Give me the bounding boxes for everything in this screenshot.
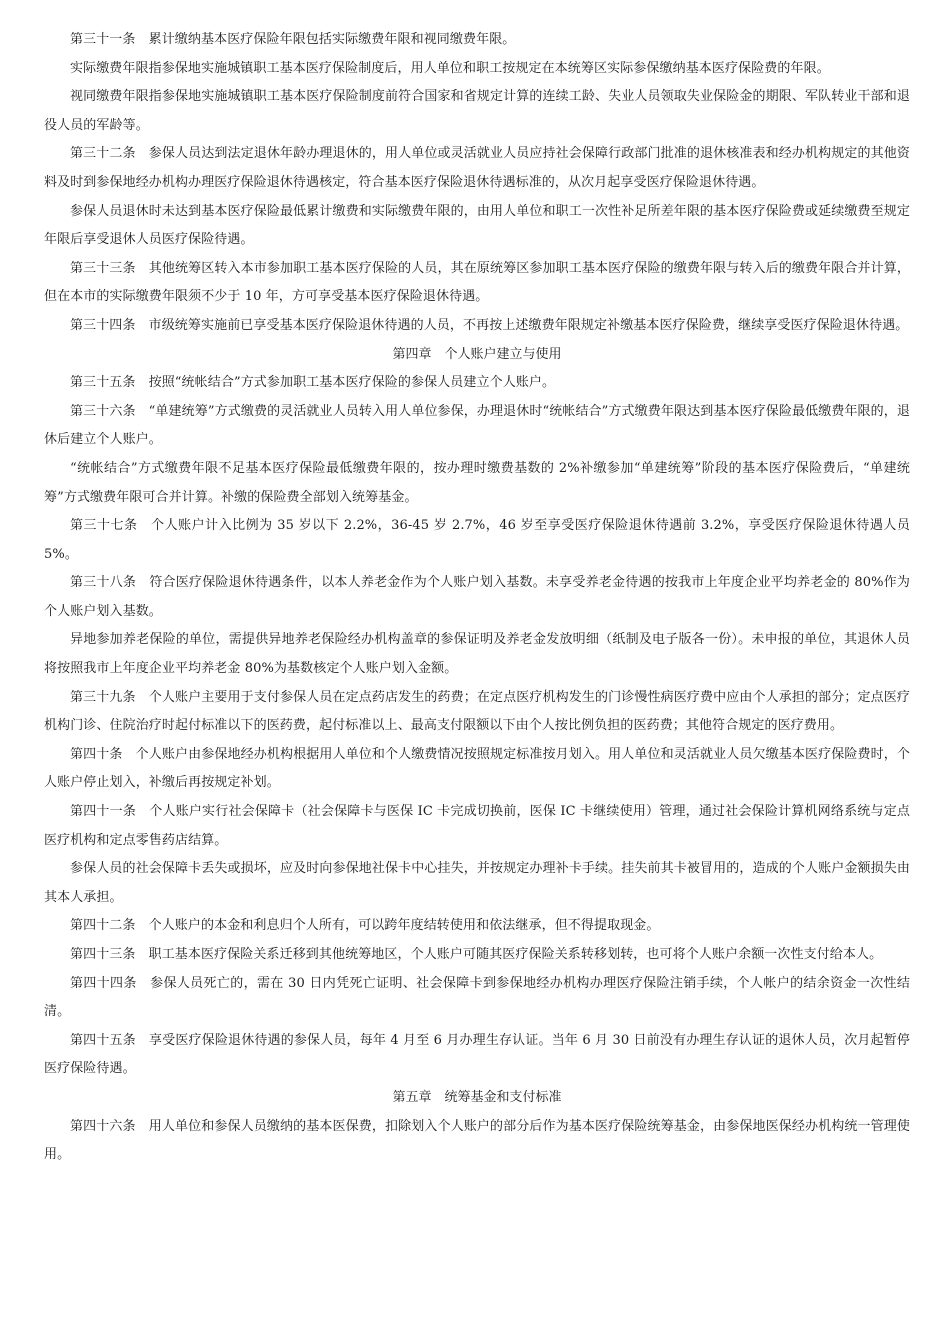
chapter-5-heading: 第五章 统筹基金和支付标准 bbox=[392, 1089, 562, 1105]
paragraph-article-39: 第三十九条 个人账户主要用于支付参保人员在定点药店发生的药费；在定点医疗机构发生的门诊慢性病医疗费中应由个人承担的部分；定点医疗机构门诊、住院治疗时起付标准以下的医药费，起付标准以上、最高支付限额以下由个人按比例负担的医药费；其他符合规定的医疗费用。 bbox=[44, 689, 910, 734]
paragraph-article-31: 第三十一条 累计缴纳基本医疗保险年限包括实际缴费年限和视同缴费年限。 bbox=[70, 32, 516, 47]
document-page bbox=[44, 26, 910, 1170]
paragraph-article-36: 第三十六条 “单建统筹”方式缴费的灵活就业人员转入用人单位参保，办理退休时“统帐结合”方式缴费年限达到基本医疗保险最低缴费年限的，退休后建立个人账户。 bbox=[44, 403, 910, 448]
paragraph-article-37: 第三十七条 个人账户计入比例为 35 岁以下 2.2%，36-45 岁 2.7%，46 岁至享受医疗保险退休待遇前 3.2%，享受医疗保险退休待遇人员 5%。 bbox=[44, 518, 910, 562]
chapter-4-heading: 第四章 个人账户建立与使用 bbox=[392, 346, 562, 362]
paragraph-deemed-contribution-years: 视同缴费年限指参保地实施城镇职工基本医疗保险制度前符合国家和省规定计算的连续工龄、失业人员领取失业保险金的期限、军队转业干部和退役人员的军龄等。 bbox=[44, 89, 910, 133]
paragraph-supplementary-payment: “统帐结合”方式缴费年限不足基本医疗保险最低缴费年限的，按办理时缴费基数的 2%补缴参加“单建统筹”阶段的基本医疗保险费后，“单建统筹”方式缴费年限可合并计算。补缴的保险费全部划入统筹基金。 bbox=[44, 460, 910, 505]
paragraph-article-40: 第四十条 个人账户由参保地经办机构根据用人单位和个人缴费情况按照规定标准按月划入。用人单位和灵活就业人员欠缴基本医疗保险费时，个人账户停止划入，补缴后再按规定补划。 bbox=[44, 746, 910, 791]
paragraph-article-38: 第三十八条 符合医疗保险退休待遇条件，以本人养老金作为个人账户划入基数。未享受养老金待遇的按我市上年度企业平均养老金的 80%作为个人账户划入基数。 bbox=[44, 575, 910, 619]
paragraph-article-46: 第四十六条 用人单位和参保人员缴纳的基本医保费，扣除划入个人账户的部分后作为基本医疗保险统筹基金，由参保地医保经办机构统一管理使用。 bbox=[44, 1118, 910, 1163]
paragraph-article-45: 第四十五条 享受医疗保险退休待遇的参保人员，每年 4 月至 6 月办理生存认证。当年 6 月 30 日前没有办理生存认证的退休人员，次月起暂停医疗保险待遇。 bbox=[44, 1032, 910, 1077]
paragraph-article-34: 第三十四条 市级统筹实施前已享受基本医疗保险退休待遇的人员，不再按上述缴费年限规定补缴基本医疗保险费，继续享受医疗保险退休待遇。 bbox=[70, 317, 909, 333]
paragraph-remote-pension: 异地参加养老保险的单位，需提供异地养老保险经办机构盖章的参保证明及养老金发放明细（纸制及电子版各一份）。未申报的单位，其退休人员将按照我市上年度企业平均养老金 80%为基数核定个人账户划入金额。 bbox=[44, 632, 910, 677]
paragraph-retirement-shortfall: 参保人员退休时未达到基本医疗保险最低累计缴费和实际缴费年限的，由用人单位和职工一次性补足所差年限的基本医疗保险费或延续缴费至规定年限后享受退休人员医疗保险待遇。 bbox=[44, 203, 910, 248]
paragraph-article-42: 第四十二条 个人账户的本金和利息归个人所有，可以跨年度结转使用和依法继承，但不得提取现金。 bbox=[70, 918, 660, 934]
paragraph-article-33: 第三十三条 其他统筹区转入本市参加职工基本医疗保险的人员，其在原统筹区参加职工基本医疗保险的缴费年限与转入后的缴费年限合并计算，但在本市的实际缴费年限须不少于 10 年，方可享受基本医疗保险退休待遇。 bbox=[44, 260, 910, 305]
paragraph-card-loss: 参保人员的社会保障卡丢失或损坏，应及时向参保地社保卡中心挂失，并按规定办理补卡手续。挂失前其卡被冒用的，造成的个人账户金额损失由其本人承担。 bbox=[44, 861, 910, 905]
paragraph-article-35: 第三十五条 按照“统帐结合”方式参加职工基本医疗保险的参保人员建立个人账户。 bbox=[70, 375, 556, 391]
paragraph-article-41: 第四十一条 个人账户实行社会保障卡（社会保障卡与医保 IC 卡完成切换前，医保 IC 卡继续使用）管理，通过社会保险计算机网络系统与定点医疗机构和定点零售药店结算。 bbox=[44, 804, 910, 848]
paragraph-article-43: 第四十三条 职工基本医疗保险关系迁移到其他统筹地区，个人账户可随其医疗保险关系转移划转，也可将个人账户余额一次性支付给本人。 bbox=[70, 947, 883, 962]
paragraph-article-32: 第三十二条 参保人员达到法定退休年龄办理退休的，用人单位或灵活就业人员应持社会保障行政部门批准的退休核准表和经办机构规定的其他资料及时到参保地经办机构办理医疗保险退休待遇核定，符合基本医疗保险退休待遇标准的，从次月起享受医疗保险退休待遇。 bbox=[44, 146, 910, 190]
paragraph-actual-contribution-years: 实际缴费年限指参保地实施城镇职工基本医疗保险制度后，用人单位和职工按规定在本统筹区实际参保缴纳基本医疗保险费的年限。 bbox=[70, 60, 830, 76]
paragraph-article-44: 第四十四条 参保人员死亡的，需在 30 日内凭死亡证明、社会保障卡到参保地经办机构办理医疗保险注销手续，个人帐户的结余资金一次性结清。 bbox=[44, 975, 910, 1020]
